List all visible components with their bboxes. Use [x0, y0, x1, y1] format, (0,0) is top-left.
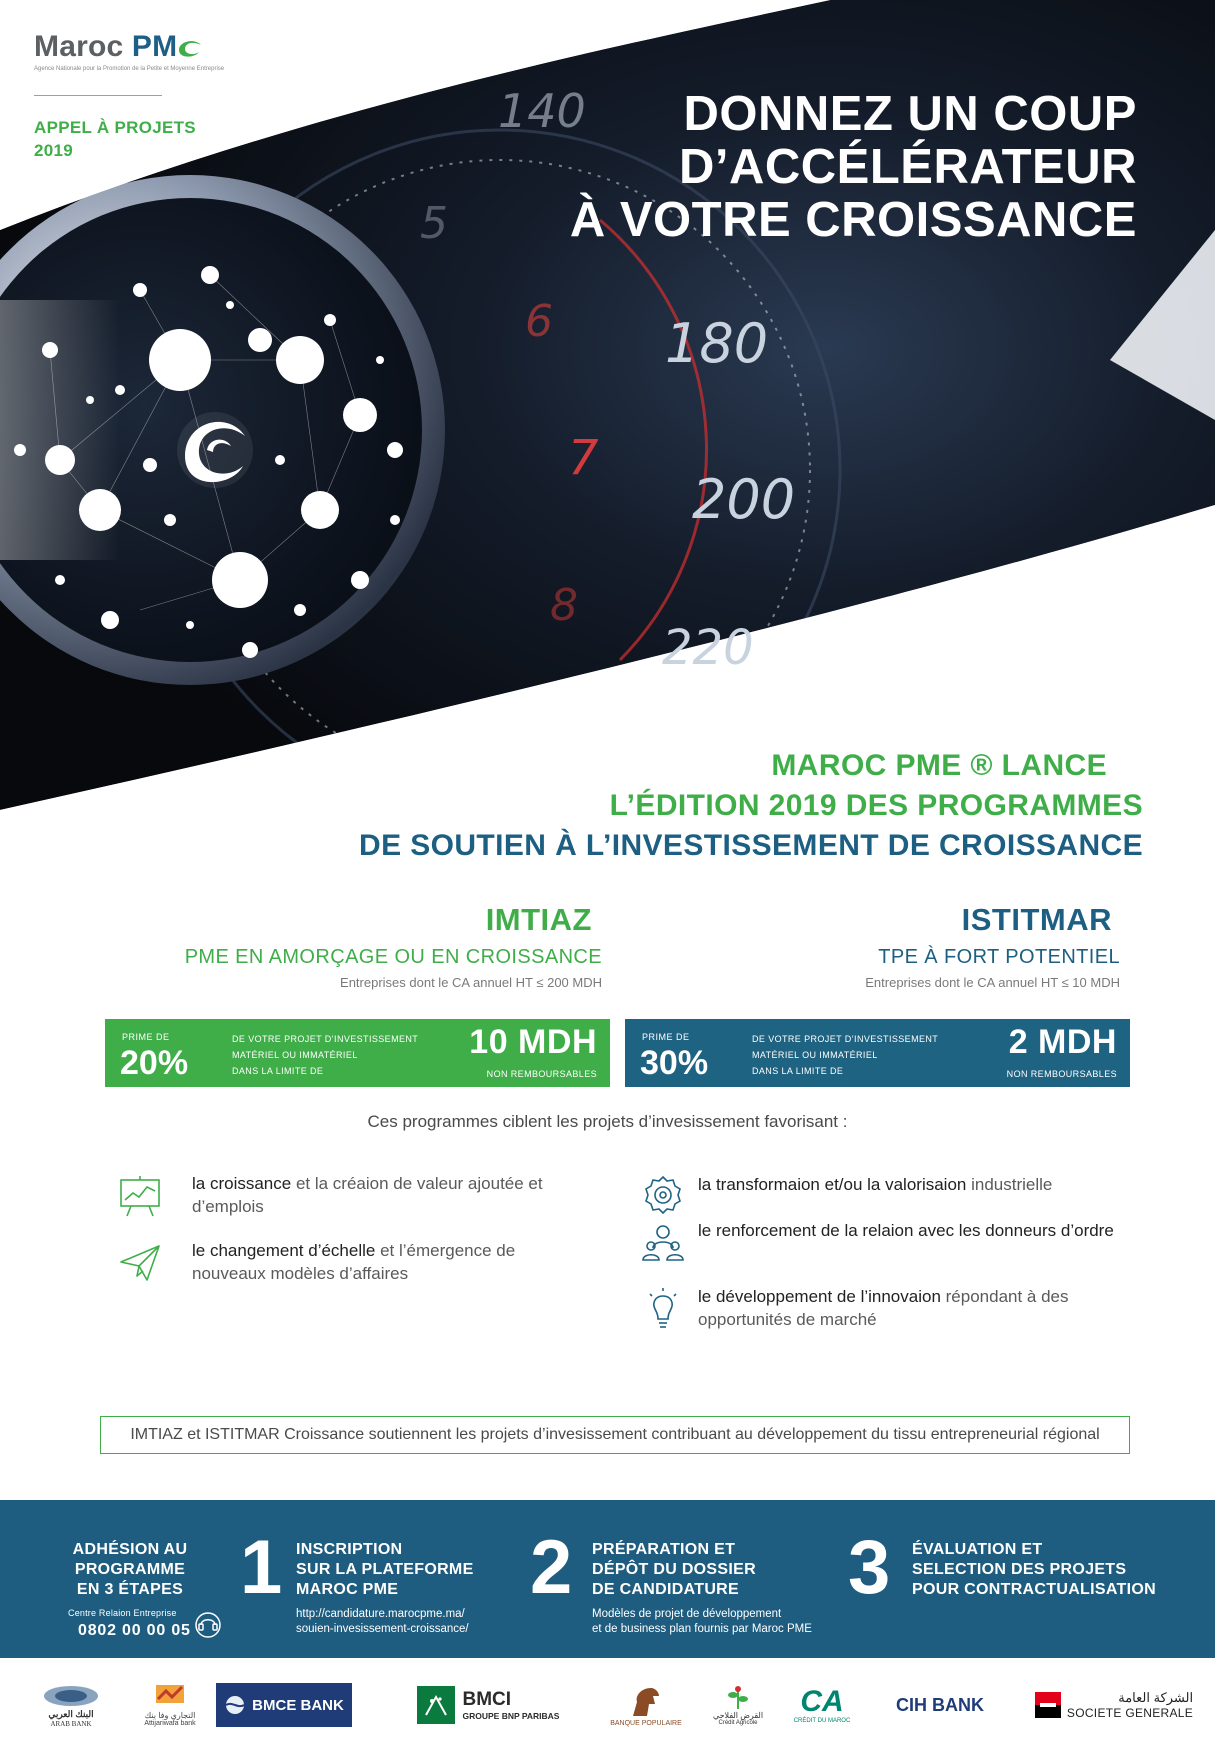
criterion-bold: le changement d’échelle — [192, 1241, 376, 1260]
adhesion-title — [50, 1540, 210, 1600]
criterion-text: répondant à des opportunités de marché — [698, 1287, 1069, 1329]
credit-agricole-name: Crédit Agricole — [718, 1719, 758, 1726]
sg-square-icon — [1035, 1692, 1061, 1718]
intro-line-2: L’ÉDITION 2019 DES PROGRAMMES — [609, 789, 1143, 822]
banque-populaire-logo — [600, 1672, 692, 1738]
prime-description — [752, 1031, 962, 1079]
societe-generale-logo — [1024, 1672, 1204, 1738]
horse-icon — [625, 1684, 667, 1720]
program-imtiaz — [100, 902, 602, 990]
arab-bank-logo — [36, 1672, 106, 1738]
non-remboursables: NON REMBOURSABLES — [486, 1069, 597, 1079]
prime-amount: 10 MDH — [469, 1023, 597, 1061]
arab-bank-name: ARAB BANK — [50, 1719, 92, 1728]
attijariwafa-logo — [130, 1672, 210, 1738]
desc-line: MATÉRIEL OU IMMATÉRIEL — [232, 1050, 358, 1060]
criterion-bold: le développement de l’innovaion — [698, 1287, 941, 1306]
attijariwafa-name: Attijariwafa bank — [144, 1720, 196, 1727]
step-title-line: ÉVALUATION ET — [912, 1541, 1043, 1558]
step-title-line: DE CANDIDATURE — [592, 1581, 740, 1598]
intro-line-3: DE SOUTIEN À L’INVESTISSEMENT DE CROISSANCE — [359, 829, 1143, 862]
prime-percent: 30% — [640, 1044, 709, 1082]
target-intro-text: Ces programmes ciblent les projets d’invesissement favorisant : — [367, 1112, 848, 1131]
program-eligibility: Entreprises dont le CA annuel HT ≤ 200 MDH — [340, 975, 602, 990]
program-name: ISTITMAR — [961, 902, 1112, 937]
headline-line-2: D’ACCÉLÉRATEUR — [679, 140, 1137, 194]
step-title-line: INSCRIPTION — [296, 1541, 403, 1558]
gauge-number-180: 180 — [665, 312, 769, 375]
adhesion-line: ADHÉSION AU — [72, 1541, 188, 1558]
desc-line: DANS LA LIMITE DE — [232, 1066, 324, 1076]
step-1-number: 1 — [240, 1525, 283, 1610]
step-title-line: DÉPÔT DU DOSSIER — [592, 1561, 756, 1578]
hero-section — [0, 0, 1215, 830]
step-title-line: POUR CONTRACTUALISATION — [912, 1581, 1156, 1598]
criterion-croissance — [192, 1172, 602, 1218]
headline-line-1: DONNEZ UN COUP — [683, 87, 1137, 141]
desc-line: DE VOTRE PROJET D’INVESTISSEMENT — [232, 1034, 419, 1044]
program-subtitle: PME EN AMORÇAGE OU EN CROISSANCE — [184, 946, 602, 968]
desc-line: DANS LA LIMITE DE — [752, 1066, 844, 1076]
criterion-text: industrielle — [966, 1175, 1053, 1194]
istitmar-prime-band — [625, 1019, 1130, 1087]
gauge-number-8: 8 — [550, 580, 578, 631]
step-2-title — [592, 1540, 756, 1600]
arab-bank-arabic: البنك العربي — [48, 1708, 94, 1719]
credit-du-maroc-logo — [786, 1672, 858, 1738]
bmci-logo — [388, 1672, 588, 1738]
attijariwafa-emblem-icon — [150, 1683, 190, 1711]
program-subtitle: TPE À FORT POTENTIEL — [878, 946, 1120, 968]
gauge-number-140: 140 — [498, 84, 586, 138]
bmce-bank-logo — [216, 1672, 352, 1738]
intro-line-1: MAROC PME ® LANCE — [771, 749, 1107, 782]
appel-year: 2019 — [34, 141, 74, 160]
step-url-line[interactable]: http://candidature.marocpme.ma/ — [296, 1608, 465, 1620]
criterion-changement-echelle — [192, 1239, 562, 1285]
credit-du-maroc-name: CRÉDIT DU MAROC — [793, 1718, 851, 1724]
criterion-transformation — [698, 1173, 1128, 1196]
step-3-number: 3 — [848, 1525, 891, 1610]
phone-number[interactable]: 0802 00 00 05 — [78, 1622, 191, 1639]
partners-people-icon — [640, 1220, 686, 1266]
criterion-bold: le renforcement de la relaion avec les donneurs d’ordre — [698, 1221, 1114, 1240]
criterion-text: et l’émergence de nouveaux modèles d’affaires — [192, 1241, 516, 1283]
growth-chart-icon — [117, 1174, 163, 1220]
bmce-globe-icon — [224, 1694, 246, 1716]
appel-a-projets — [34, 116, 196, 162]
adhesion-line: PROGRAMME — [74, 1561, 186, 1578]
step-2-number: 2 — [530, 1525, 573, 1610]
arab-bank-emblem-icon — [42, 1683, 100, 1709]
credit-agricole-arabic: القرض الفلاحي — [712, 1710, 764, 1720]
bmce-name: BMCE BANK — [252, 1696, 344, 1714]
gauge-number-6: 6 — [525, 296, 553, 347]
gauge-number-200: 200 — [692, 468, 796, 531]
adhesion-line: EN 3 ÉTAPES — [76, 1581, 184, 1598]
criterion-donneurs-ordre — [698, 1219, 1128, 1242]
sg-name: SOCIETE GENERALE — [1066, 1706, 1194, 1720]
bmci-name: BMCI — [462, 1689, 512, 1710]
criterion-bold: la transformaion et/ou la valorisaion — [698, 1175, 967, 1194]
gear-icon — [640, 1172, 686, 1218]
step-title-line: SUR LA PLATEFORME — [296, 1561, 474, 1578]
gauge-number-220: 220 — [662, 620, 754, 676]
step-note-line: et de business plan fournis par Maroc PME — [592, 1623, 812, 1635]
paper-plane-icon — [117, 1240, 163, 1286]
criterion-innovation — [698, 1285, 1128, 1331]
step-title-line: MAROC PME — [296, 1581, 399, 1598]
prime-label: PRIME DE — [122, 1032, 170, 1042]
gauge-number-7: 7 — [568, 430, 599, 486]
logo-swirl-icon — [177, 38, 203, 58]
attijariwafa-arabic: التجاري وفا بنك — [144, 1711, 196, 1720]
program-name: IMTIAZ — [485, 902, 592, 937]
credit-du-maroc-mark: CA — [800, 1685, 844, 1718]
desc-line: MATÉRIEL OU IMMATÉRIEL — [752, 1050, 878, 1060]
regional-note-box: IMTIAZ et ISTITMAR Croissance soutiennent les projets d’invesissement contribuant au développement du tissu entrepreneurial régional — [100, 1416, 1130, 1454]
step-note-line: Modèles de projet de développement — [592, 1608, 782, 1620]
program-eligibility: Entreprises dont le CA annuel HT ≤ 10 MDH — [865, 975, 1120, 990]
banque-populaire-name: BANQUE POPULAIRE — [610, 1719, 682, 1727]
step-2-note — [592, 1607, 812, 1637]
criterion-bold: la croissance — [192, 1174, 292, 1193]
cih-bank-logo — [884, 1672, 996, 1738]
step-title-line: PRÉPARATION ET — [592, 1541, 736, 1558]
step-1-url[interactable] — [296, 1607, 469, 1637]
steps-bar — [0, 1500, 1215, 1658]
logo-text-pm: PM — [131, 30, 178, 63]
logo-text-maroc: Maroc — [34, 30, 124, 63]
step-title-line: SELECTION DES PROJETS — [912, 1561, 1127, 1578]
headset-phone-icon — [193, 1610, 223, 1640]
criterion-text: et la créaion de valeur ajoutée et d’emplois — [192, 1174, 543, 1216]
bnp-stars-icon — [422, 1691, 450, 1719]
cih-name: CIH BANK — [896, 1694, 984, 1715]
sg-arabic: الشركة العامة — [1118, 1690, 1194, 1705]
lightbulb-icon — [640, 1286, 686, 1332]
bmci-subtitle: GROUPE BNP PARIBAS — [462, 1711, 560, 1721]
step-1-title — [296, 1540, 474, 1600]
imtiaz-prime-band — [105, 1019, 610, 1087]
hero-headline — [570, 88, 1137, 247]
prime-percent: 20% — [120, 1044, 189, 1082]
maroc-pme-logo — [34, 30, 254, 72]
prime-description — [232, 1031, 442, 1079]
appel-line-1: APPEL À PROJETS — [34, 118, 196, 137]
logo-tagline: Agence Nationale pour la Promotion de la Petite et Moyenne Entreprise — [34, 66, 225, 72]
prime-label: PRIME DE — [642, 1032, 690, 1042]
step-3-title — [912, 1540, 1156, 1600]
headline-line-3: À VOTRE CROISSANCE — [569, 193, 1137, 247]
step-url-line[interactable]: souien-invesissement-croissance/ — [296, 1623, 469, 1635]
logo-divider — [34, 95, 162, 96]
non-remboursables: NON REMBOURSABLES — [1006, 1069, 1117, 1079]
centre-relation-label: Centre Relaion Entreprise — [68, 1608, 177, 1618]
desc-line: DE VOTRE PROJET D’INVESTISSEMENT — [752, 1034, 939, 1044]
wheat-icon — [723, 1685, 753, 1711]
program-istitmar — [620, 902, 1120, 990]
intro-title — [359, 746, 1143, 866]
gauge-number-5: 5 — [420, 198, 448, 249]
partners-logo-strip — [0, 1658, 1215, 1754]
prime-amount: 2 MDH — [1008, 1023, 1117, 1061]
credit-agricole-maroc-logo — [704, 1672, 772, 1738]
